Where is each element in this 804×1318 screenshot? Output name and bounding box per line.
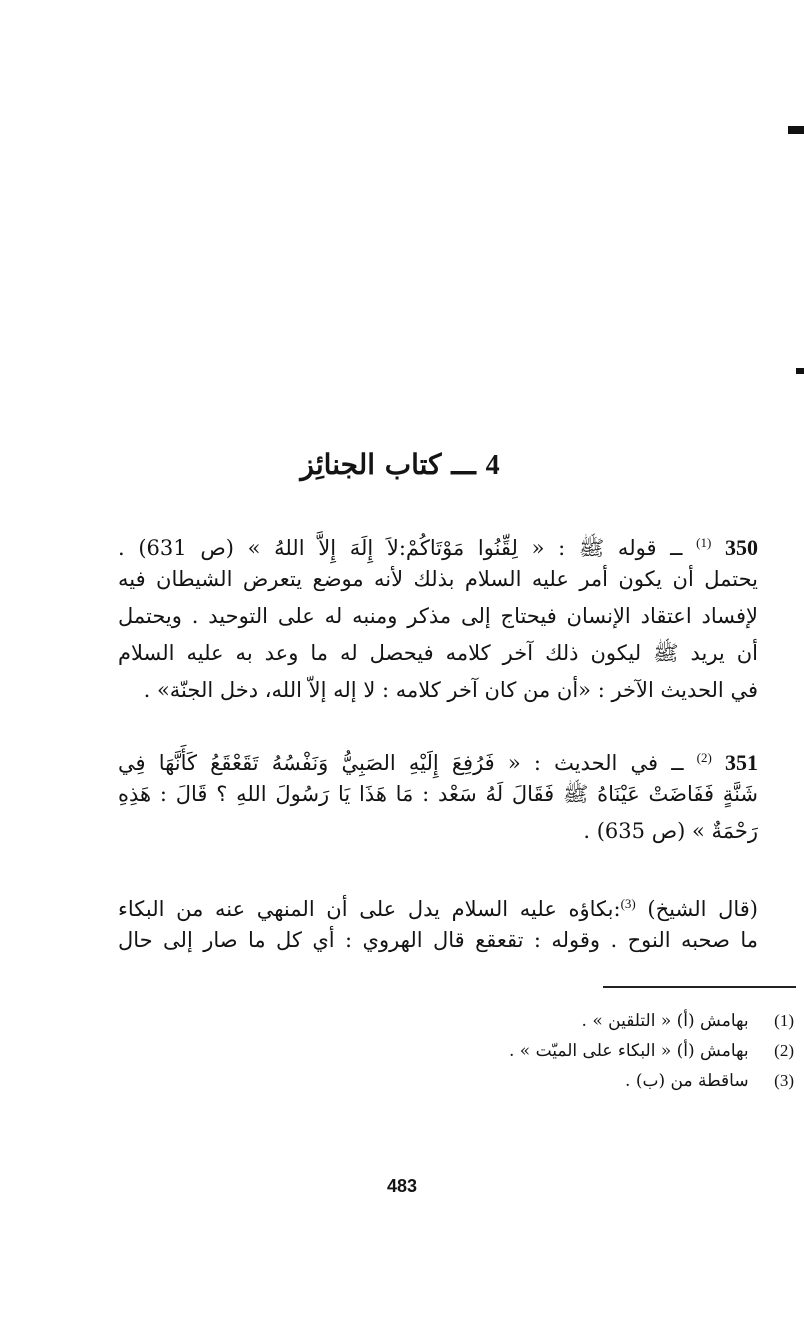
chapter-title: كتاب الجنائِز [300,448,442,481]
entry-351-line [118,739,758,776]
footnote-ref[interactable]: (1) [696,535,712,550]
footnote-text: ساقطة من (ب) . [625,1071,749,1091]
commentary-label: (قال الشيخ) [647,897,758,921]
footnote-text: بهامش (أ) « التلقين » . [581,1011,749,1031]
entry-350 [118,524,758,709]
entry-350-line: في الحديث الآخر : «أن من كان آخر كلامه : لا إله إلاّ الله، دخل الجنّة» . [143,678,758,702]
entry-351 [118,739,758,850]
footnote [509,1006,794,1036]
commentary-line: ما صحبه النوح . وقوله : تقعقع قال الهروي : أي كل ما صار إلى حال [118,928,758,952]
entry-350-line: يحتمل أن يكون أمر عليه السلام بذلك لأنه موضع يتعرض الشيطان فيه [118,567,758,591]
footnote [509,1036,794,1066]
entry-350-line: لإفساد اعتقاد الإنسان فيحتاج إلى مذكر ومنبه له على التوحيد . ويحتمل [118,604,758,628]
hadith-text: ــ قوله ﷺ : « لِقِّنُوا مَوْتَاكُمْ:لاَ إِلَهَ إِلاَّ اللهُ » (ص 631) . [118,536,683,560]
footnote-divider [603,986,796,988]
entry-350-line [118,524,758,561]
footnote-ref[interactable]: (2) [696,750,712,765]
entry-number: 350 [725,535,759,560]
footnote-ref[interactable]: (3) [620,896,636,911]
entry-350-line: أن يريد ﷺ ليكون ذلك آخر كلامه فيحصل له ما وعد به عليه السلام [118,641,758,665]
entry-351-line: رَحْمَةٌ » (ص 635) . [583,819,758,843]
entry-351-line: شَنَّةٍ فَفَاضَتْ عَيْنَاهُ ﷺ فَقَالَ لَهُ سَعْد : مَا هَذَا يَا رَسُولَ اللهِ ؟ قَالَ : هَذِهِ [118,782,758,806]
chapter-heading [200,448,600,482]
footnote-number: (3) [774,1071,794,1090]
page-number: 483 [386,1176,418,1196]
scan-edge-mark [796,368,804,374]
scan-edge-mark [788,126,804,134]
footnote-number: (2) [774,1041,794,1060]
chapter-dash: ـــ [451,448,476,481]
footnote [509,1066,794,1096]
hadith-text: ــ في الحديث : « فَرُفِعَ إِلَيْهِ الصَبِيُّ وَنَفْسُهُ تَقَعْقَعُ كَأَنَّهَا فِي [118,751,684,775]
footnote-number: (1) [774,1011,794,1030]
entry-number: 351 [724,750,758,775]
footnote-text: بهامش (أ) « البكاء على الميّت » . [508,1041,749,1061]
commentary-line [118,885,758,922]
commentary-text: :بكاؤه عليه السلام يدل على أن المنهي عنه من البكاء [118,897,621,921]
shaykh-commentary [118,885,758,959]
footnotes [509,1006,794,1096]
chapter-number: 4 [485,450,500,481]
